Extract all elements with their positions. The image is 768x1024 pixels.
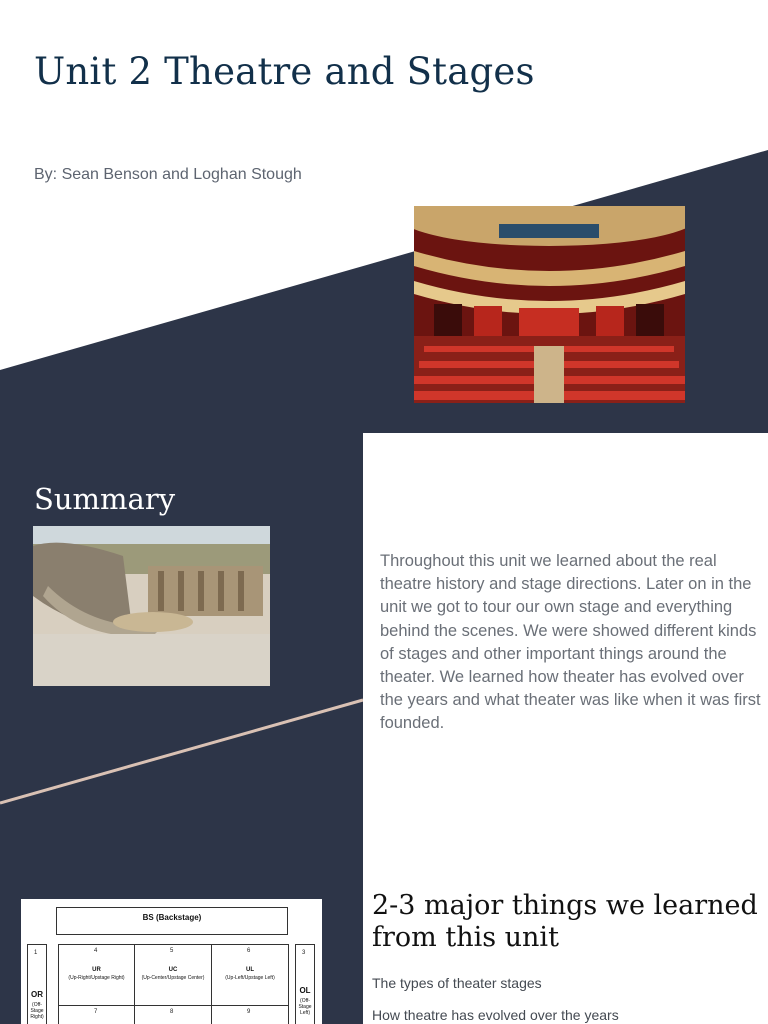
upstage-left-box [211,944,289,1006]
center-right-box [58,1005,135,1024]
upstage-center-code: UC [168,967,178,973]
upstage-left-label: (Up-Left/Upstage Left) [225,975,275,981]
off-stage-right-box [27,944,47,1024]
amphitheater-image [33,526,270,686]
diagram-number: 4 [94,948,98,954]
author-byline: By: Sean Benson and Loghan Stough [34,166,302,183]
off-stage-right-code: OR [31,990,43,999]
diagram-number: 3 [302,950,306,956]
list-item: The types of theater stages [372,975,542,991]
diagram-number: 1 [34,950,38,956]
theater-interior-image [414,206,685,403]
upstage-left-code: UL [246,967,254,973]
off-stage-left-box [295,944,315,1024]
upstage-right-code: UR [92,967,101,973]
backstage-box [56,907,288,935]
diagram-number: 9 [247,1009,251,1015]
center-stage-box [134,1005,212,1024]
summary-body-text: Throughout this unit we learned about the real theatre history and stage directions. Later on in the unit we got to tour our own stage and everything behind the scenes. We were showed different kinds of stages and other important things around the theater. We learned how theater has evolved over the years and what theater was like when it was first founded. [380,552,761,733]
center-left-box [211,1005,289,1024]
backstage-label: BS (Backstage) [142,913,202,922]
upstage-center-box [134,944,212,1006]
list-item: How theatre has evolved over the years [372,1007,619,1023]
off-stage-right-label: (Off-Stage Right) [30,1002,44,1020]
diagram-number: 6 [247,948,251,954]
upstage-right-box [58,944,135,1006]
major-things-heading: 2-3 major things we learned from this unit [372,890,758,953]
off-stage-left-label: (Off-Stage Left) [298,998,312,1016]
diagram-number: 7 [94,1009,98,1015]
page-title: Unit 2 Theatre and Stages [34,50,535,93]
stage-directions-diagram [21,899,322,1024]
upstage-center-label: (Up-Center/Upstage Center) [141,975,205,981]
off-stage-left-code: OL [299,986,311,995]
summary-heading: Summary [34,482,176,516]
diagram-number: 5 [170,948,174,954]
upstage-right-label: (Up-Right/Upstage Right) [68,975,125,981]
diagram-number: 8 [170,1009,174,1015]
